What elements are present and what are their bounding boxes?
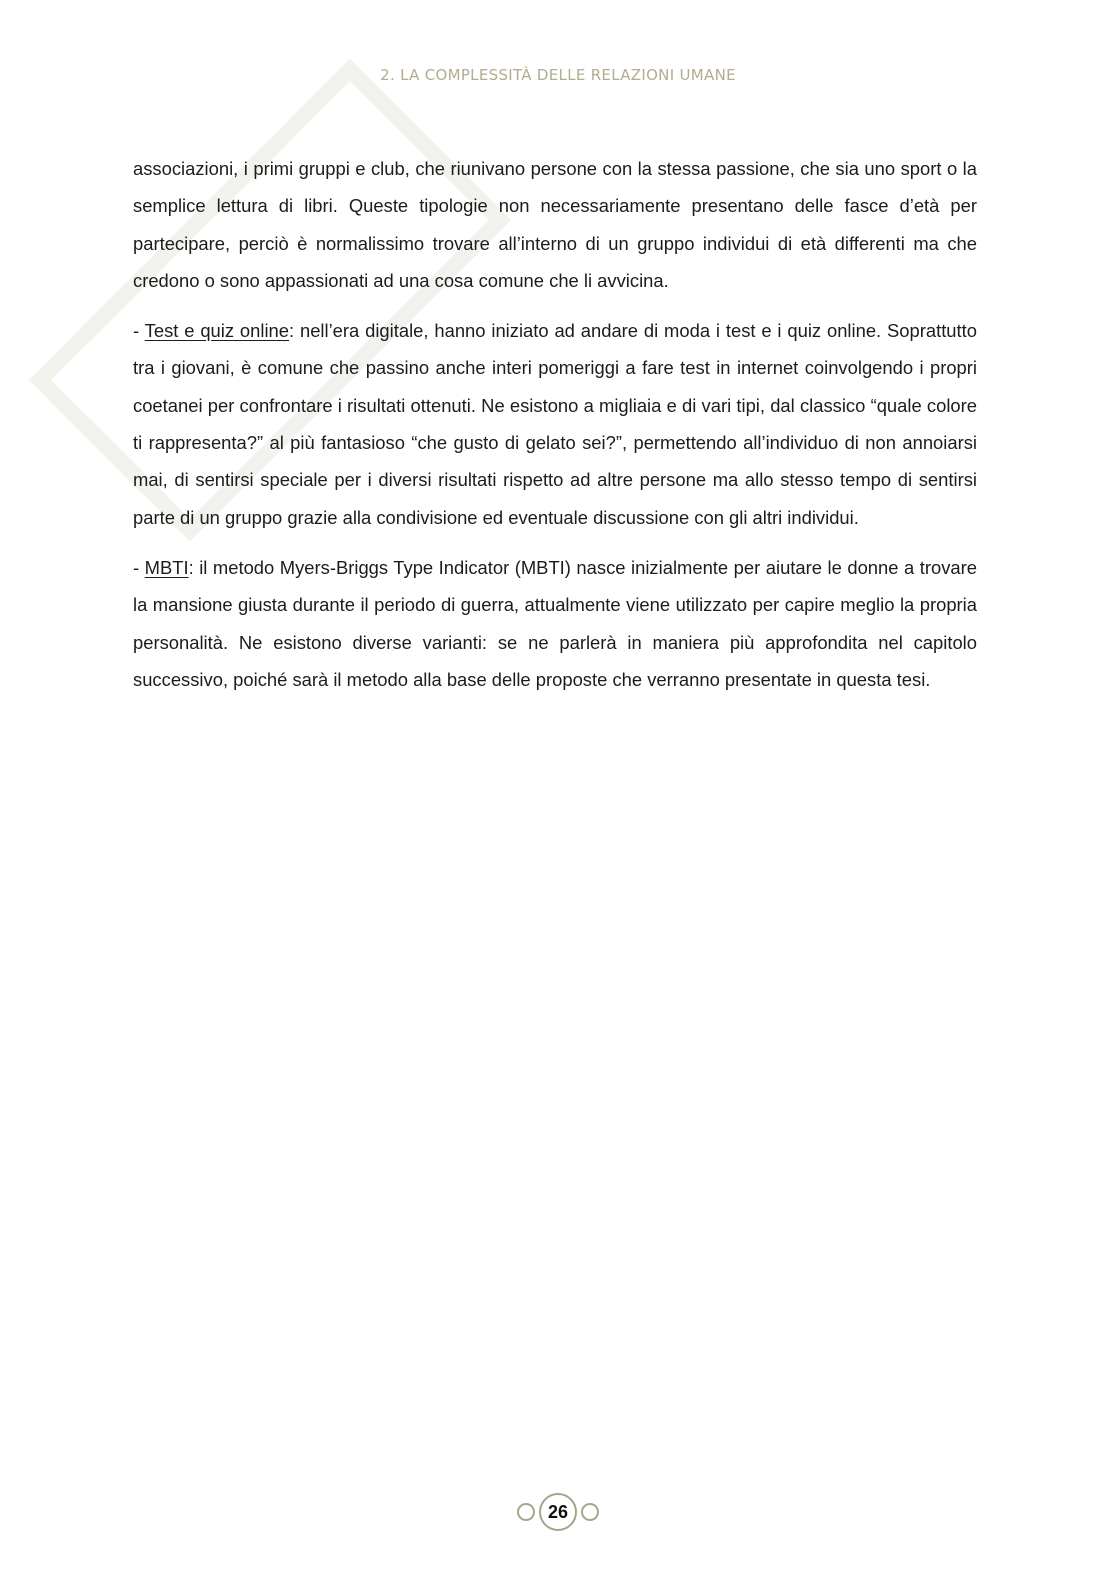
paragraph-text: associazioni, i primi gruppi e club, che riunivano persone con la stessa passione, che sia uno sport o la semplice lettura di libri. Queste tipologie non necessariamente presentano delle fasce d’età per partecipare, perciò è normalissimo trovare all’interno di un gruppo individui di età differenti ma che credono o sono appassionati ad una cosa comune che li avvicina. — [133, 158, 977, 291]
list-dash: - — [133, 556, 145, 578]
paragraph-mbti — [133, 549, 977, 698]
running-header: 2. LA COMPLESSITÀ DELLE RELAZIONI UMANE — [380, 66, 736, 84]
list-dash: - — [133, 320, 145, 342]
right-circle-icon — [581, 1503, 599, 1521]
paragraph-text: : nell’era digitale, hanno iniziato ad andare di moda i test e i quiz online. Soprattutto tra i giovani, è comune che passino anche interi pomeriggi a fare test in internet coinvolgendo i propri coetanei per confrontare i risultati ottenuti. Ne esistono a migliaia e di vari tipi, dal classico “quale colore ti rappresenta?” al più fantasioso “che gusto di gelato sei?”, permettendo all’individuo di non annoiarsi mai, di sentirsi speciale per i diversi risultati rispetto ad altre persone ma allo stesso tempo di sentirsi parte di un gruppo grazie alla condivisione ed eventuale discussione con gli altri individui. — [133, 320, 977, 528]
page-number-circle — [539, 1493, 577, 1531]
body-text — [133, 150, 977, 711]
paragraph-online-quiz — [133, 312, 977, 536]
paragraph-associations — [133, 150, 977, 299]
page-number — [0, 1489, 1116, 1535]
paragraph-text: : il metodo Myers-Briggs Type Indicator (MBTI) nasce inizialmente per aiutare le donne a trovare la mansione giusta durante il periodo di guerra, attualmente viene utilizzato per capire meglio la propria personalità. Ne esistono diverse varianti: se ne parlerà in maniera più approfondita nel capitolo successivo, poiché sarà il metodo alla base delle proposte che verranno presentate in questa tesi. — [133, 556, 978, 690]
left-circle-icon — [517, 1503, 535, 1521]
term-online-quiz: Test e quiz online — [144, 320, 289, 342]
page-number-value: 26 — [547, 1501, 569, 1522]
term-mbti: MBTI — [144, 556, 189, 578]
